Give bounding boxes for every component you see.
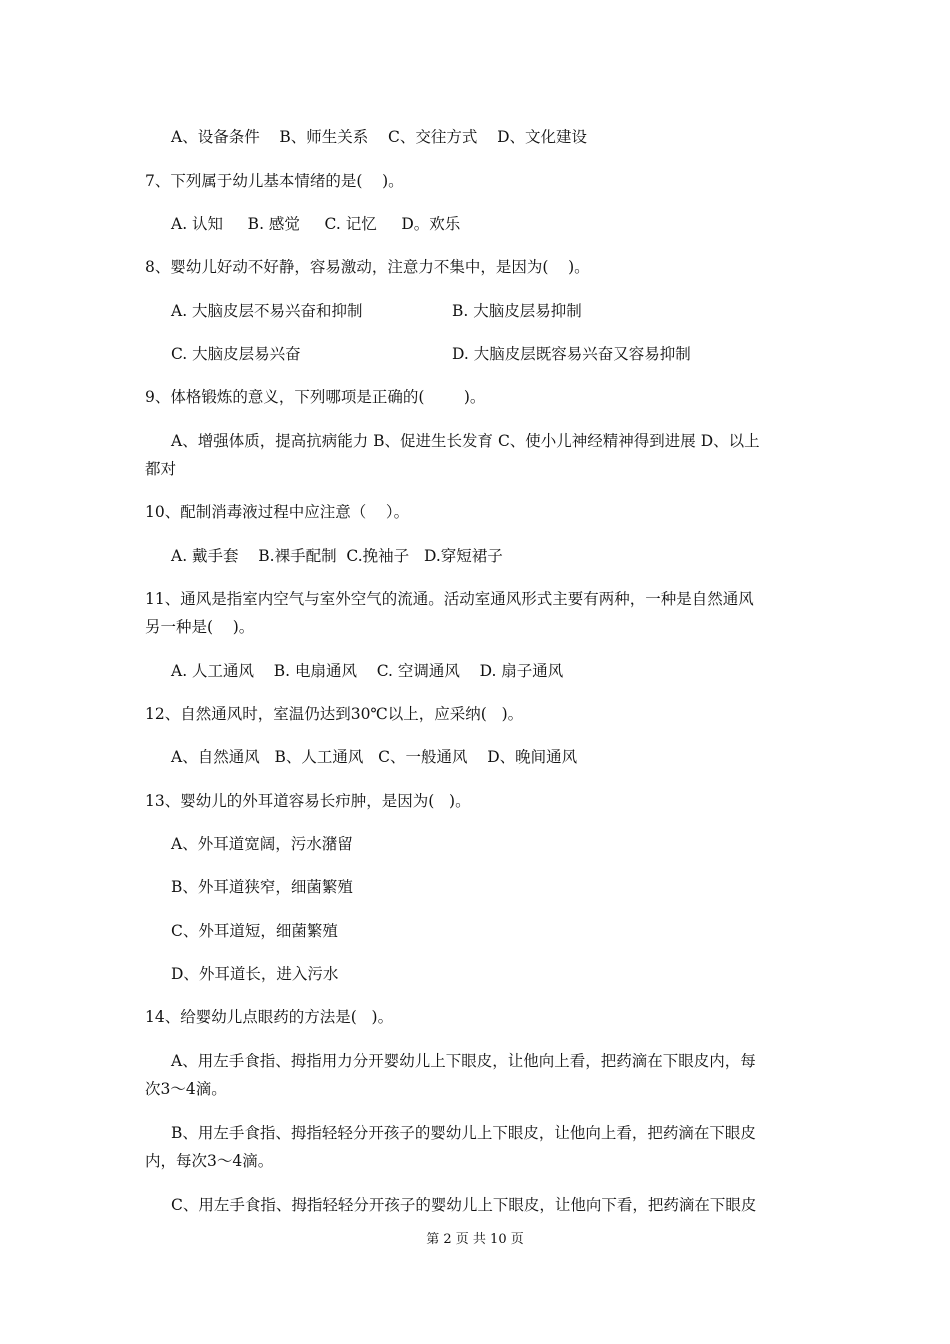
q8-option-a: A. 大脑皮层不易兴奋和抑制 bbox=[171, 302, 363, 320]
q13-option-c: C、外耳道短，细菌繁殖 bbox=[171, 922, 338, 940]
q10-stem: 10、配制消毒液过程中应注意（ ）。 bbox=[145, 503, 410, 521]
q10-options: A. 戴手套 B.裸手配制 C.挽袖子 D.穿短裙子 bbox=[171, 547, 503, 565]
q9-options-continued: 都对 bbox=[145, 460, 177, 478]
q14-option-b-continued: 内，每次3～4滴。 bbox=[145, 1152, 274, 1170]
q12-stem: 12、自然通风时，室温仍达到30℃以上，应采纳( )。 bbox=[145, 705, 524, 723]
q13-option-a: A、外耳道宽阔，污水潴留 bbox=[171, 835, 353, 853]
q14-option-b: B、用左手食指、拇指轻轻分开孩子的婴幼儿上下眼皮，让他向上看，把药滴在下眼皮 bbox=[171, 1124, 756, 1142]
q14-option-a-continued: 次3～4滴。 bbox=[145, 1080, 227, 1098]
q8-stem: 8、婴幼儿好动不好静，容易激动，注意力不集中，是因为( )。 bbox=[145, 258, 590, 276]
q11-stem-continued: 另一种是( )。 bbox=[145, 618, 255, 636]
q14-option-a: A、用左手食指、拇指用力分开婴幼儿上下眼皮，让他向上看，把药滴在下眼皮内，每 bbox=[171, 1052, 756, 1070]
q11-stem: 11、通风是指室内空气与室外空气的流通。活动室通风形式主要有两种，一种是自然通风 bbox=[145, 590, 754, 608]
q14-option-c: C、用左手食指、拇指轻轻分开孩子的婴幼儿上下眼皮，让他向下看，把药滴在下眼皮 bbox=[171, 1196, 757, 1214]
q13-stem: 13、婴幼儿的外耳道容易长疖肿，是因为( )。 bbox=[145, 792, 471, 810]
q7-options: A. 认知 B. 感觉 C. 记忆 D。欢乐 bbox=[171, 215, 461, 233]
q12-options: A、自然通风 B、人工通风 C、一般通风 D、晚间通风 bbox=[171, 748, 578, 766]
q9-stem: 9、体格锻炼的意义，下列哪项是正确的( )。 bbox=[145, 388, 486, 406]
q6-options: A、设备条件 B、师生关系 C、交往方式 D、文化建设 bbox=[171, 128, 587, 146]
q7-stem: 7、下列属于幼儿基本情绪的是( )。 bbox=[145, 172, 404, 190]
q13-option-d: D、外耳道长，进入污水 bbox=[171, 965, 339, 983]
q13-option-b: B、外耳道狭窄，细菌繁殖 bbox=[171, 878, 353, 896]
q8-option-b: B. 大脑皮层易抑制 bbox=[452, 302, 582, 320]
q14-stem: 14、给婴幼儿点眼药的方法是( )。 bbox=[145, 1008, 394, 1026]
q9-options: A、增强体质，提高抗病能力 B、促进生长发育 C、使小儿神经精神得到进展 D、以上 bbox=[171, 432, 760, 450]
q8-option-d: D. 大脑皮层既容易兴奋又容易抑制 bbox=[452, 345, 691, 363]
q11-options: A. 人工通风 B. 电扇通风 C. 空调通风 D. 扇子通风 bbox=[171, 662, 564, 680]
page-footer: 第 2 页 共 10 页 bbox=[426, 1232, 524, 1247]
q8-option-c: C. 大脑皮层易兴奋 bbox=[171, 345, 301, 363]
